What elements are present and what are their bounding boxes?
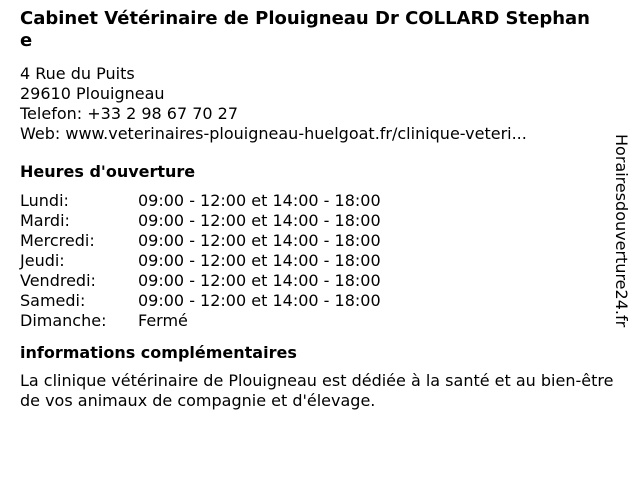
day-label: Dimanche: bbox=[20, 311, 107, 330]
opening-hours-table bbox=[20, 191, 381, 331]
time-range: 09:00 - 12:00 et 14:00 - 18:00 bbox=[138, 271, 381, 290]
day-label: Mercredi: bbox=[20, 231, 95, 250]
website-line[interactable] bbox=[20, 124, 616, 144]
contact-block bbox=[20, 64, 616, 144]
hours-row bbox=[20, 311, 381, 331]
website-link[interactable]: Web: www.veterinaires-plouigneau-huelgoat.fr/clinique-veteri... bbox=[20, 124, 527, 143]
day-label: Jeudi: bbox=[20, 251, 65, 270]
hours-row bbox=[20, 271, 381, 291]
phone-number[interactable]: Telefon: +33 2 98 67 70 27 bbox=[20, 104, 239, 123]
hours-row bbox=[20, 211, 381, 231]
day-label: Mardi: bbox=[20, 211, 70, 230]
day-label: Lundi: bbox=[20, 191, 69, 210]
additional-info-heading: informations complémentaires bbox=[20, 343, 297, 362]
site-watermark: Horairesdouverture24.fr bbox=[612, 134, 631, 328]
additional-info-text: La clinique vétérinaire de Plouigneau est dédiée à la santé et au bien-être de vos animaux de compagnie et d'élevage. bbox=[20, 371, 614, 410]
time-range: 09:00 - 12:00 et 14:00 - 18:00 bbox=[138, 191, 381, 210]
street-address: 4 Rue du Puits bbox=[20, 64, 135, 83]
city-postcode: 29610 Plouigneau bbox=[20, 84, 165, 103]
opening-hours-heading: Heures d'ouverture bbox=[20, 162, 196, 181]
hours-row bbox=[20, 191, 381, 211]
time-range: 09:00 - 12:00 et 14:00 - 18:00 bbox=[138, 291, 381, 310]
time-range: 09:00 - 12:00 et 14:00 - 18:00 bbox=[138, 211, 381, 230]
day-label: Samedi: bbox=[20, 291, 86, 310]
business-title: Cabinet Vétérinaire de Plouigneau Dr COLLARD Stephane bbox=[20, 8, 590, 51]
time-range: Fermé bbox=[138, 311, 188, 330]
business-card bbox=[20, 8, 616, 427]
hours-row bbox=[20, 231, 381, 251]
time-range: 09:00 - 12:00 et 14:00 - 18:00 bbox=[138, 251, 381, 270]
hours-row bbox=[20, 251, 381, 271]
day-label: Vendredi: bbox=[20, 271, 96, 290]
hours-row bbox=[20, 291, 381, 311]
time-range: 09:00 - 12:00 et 14:00 - 18:00 bbox=[138, 231, 381, 250]
